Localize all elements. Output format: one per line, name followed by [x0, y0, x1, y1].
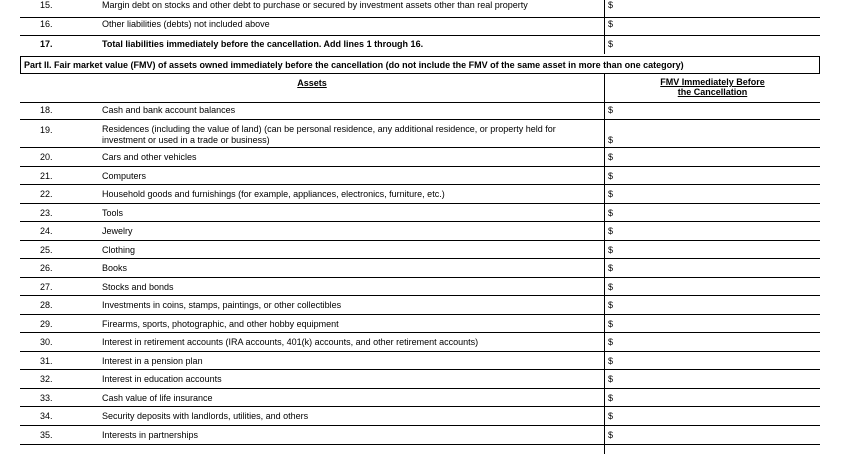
form-section [20, 0, 820, 454]
dollar-sign: $ [608, 245, 614, 255]
asset-row-partial [20, 445, 820, 454]
dollar-sign: $ [608, 374, 614, 384]
amount-field[interactable] [604, 370, 820, 388]
asset-row [20, 352, 820, 370]
line-row [20, 36, 820, 54]
amount-field[interactable] [604, 445, 820, 454]
line-description: Interest in a pension plan [102, 356, 203, 366]
line-number: 27. [40, 282, 53, 292]
line-number: 26. [40, 263, 53, 273]
dollar-sign: $ [608, 430, 614, 440]
line-description: Jewelry [102, 226, 133, 236]
line-number: 28. [40, 300, 53, 310]
dollar-sign: $ [608, 189, 614, 199]
amount-field[interactable] [604, 259, 820, 277]
line-description: Margin debt on stocks and other debt to purchase or secured by investment assets other than real property [102, 0, 528, 10]
dollar-sign: $ [608, 300, 614, 310]
column-header-assets-label: Assets [297, 78, 327, 88]
asset-row [20, 167, 820, 185]
line-number: 22. [40, 189, 53, 199]
line-description: Tools [102, 208, 124, 218]
amount-field[interactable] [604, 352, 820, 369]
line-number: 19. [40, 125, 53, 135]
column-header-fmv [604, 74, 820, 102]
dollar-sign: $ [608, 263, 614, 273]
amount-field[interactable] [604, 407, 820, 425]
dollar-sign: $ [608, 105, 614, 115]
line-number: 17. [40, 39, 53, 49]
line-number: 31. [40, 356, 53, 366]
line-number: 21. [40, 171, 53, 181]
line-description: Stocks and bonds [102, 282, 174, 292]
line-number: 23. [40, 208, 53, 218]
line-description: Investments in coins, stamps, paintings, or other collectibles [102, 300, 342, 310]
amount-field[interactable] [604, 296, 820, 314]
amount-field[interactable] [604, 204, 820, 221]
amount-field[interactable] [604, 241, 820, 258]
line-number: 33. [40, 393, 53, 403]
line-row [20, 0, 820, 18]
asset-row [20, 426, 820, 445]
line-description: Total liabilities immediately before the cancellation. Add lines 1 through 16. [102, 39, 424, 49]
amount-field[interactable] [604, 185, 820, 203]
line-description: Books [102, 263, 128, 273]
line-description: Firearms, sports, photographic, and other hobby equipment [102, 319, 339, 329]
asset-row [20, 407, 820, 426]
line-description: Computers [102, 171, 147, 181]
asset-row [20, 259, 820, 278]
amount-field[interactable] [604, 18, 820, 35]
line-description: Clothing [102, 245, 136, 255]
amount-field[interactable] [604, 278, 820, 295]
dollar-sign: $ [608, 356, 614, 366]
dollar-sign: $ [608, 393, 614, 403]
dollar-sign: $ [608, 282, 614, 292]
line-number: 24. [40, 226, 53, 236]
asset-row [20, 370, 820, 389]
line-description: Household goods and furnishings (for example, appliances, electronics, furniture, etc.) [102, 189, 445, 199]
amount-field[interactable] [604, 333, 820, 351]
amount-field[interactable] [604, 222, 820, 240]
line-number: 30. [40, 337, 53, 347]
line-row [20, 18, 820, 36]
asset-row [20, 389, 820, 407]
asset-row [20, 185, 820, 204]
asset-row [20, 204, 820, 222]
asset-row [20, 222, 820, 241]
amount-field[interactable] [604, 148, 820, 166]
line-description: Other liabilities (debts) not included above [102, 19, 270, 29]
line-description: Residences (including the value of land) (can be personal residence, any additional residence, or property held for investment or used in a trade or business) [102, 124, 556, 145]
amount-field[interactable] [604, 389, 820, 406]
line-number: 35. [40, 430, 53, 440]
line-description: Interest in education accounts [102, 374, 222, 384]
line-number: 20. [40, 152, 53, 162]
line-description: Cash and bank account balances [102, 105, 236, 115]
line-description: Security deposits with landlords, utilities, and others [102, 411, 309, 421]
line-number: 29. [40, 319, 53, 329]
line-description: Cash value of life insurance [102, 393, 213, 403]
line-description: Cars and other vehicles [102, 152, 197, 162]
dollar-sign: $ [608, 208, 614, 218]
dollar-sign: $ [608, 226, 614, 236]
dollar-sign: $ [608, 39, 614, 49]
dollar-sign: $ [608, 19, 614, 29]
asset-row [20, 120, 820, 148]
line-number: 18. [40, 105, 53, 115]
column-header-fmv-line2: the Cancellation [677, 87, 748, 97]
line-description: Interest in retirement accounts (IRA accounts, 401(k) accounts, and other retirement accounts) [102, 337, 479, 347]
amount-field[interactable] [604, 167, 820, 184]
amount-field[interactable] [604, 102, 820, 119]
amount-field[interactable] [604, 426, 820, 444]
line-number: 34. [40, 411, 53, 421]
line-number: 32. [40, 374, 53, 384]
amount-field[interactable] [604, 120, 820, 147]
column-header-fmv-line1: FMV Immediately Before [660, 77, 765, 87]
amount-field[interactable] [604, 0, 820, 17]
dollar-sign: $ [608, 152, 614, 162]
dollar-sign: $ [608, 411, 614, 421]
dollar-sign: $ [608, 135, 614, 145]
asset-row [20, 241, 820, 259]
asset-row [20, 278, 820, 296]
asset-row [20, 296, 820, 315]
line-number: 15. [40, 0, 53, 10]
dollar-sign: $ [608, 337, 614, 347]
asset-row [20, 315, 820, 333]
column-header-assets [20, 74, 604, 102]
line-number: 16. [40, 19, 53, 29]
asset-row [20, 148, 820, 167]
line-number: 25. [40, 245, 53, 255]
part-title: Part II. Fair market value (FMV) of assets owned immediately before the cancellation (do not include the FMV of the same asset in more than one category) [20, 56, 820, 74]
dollar-sign: $ [608, 319, 614, 329]
amount-field[interactable] [604, 315, 820, 332]
line-description: Interests in partnerships [102, 430, 199, 440]
asset-row [20, 333, 820, 352]
dollar-sign: $ [608, 0, 614, 10]
dollar-sign: $ [608, 171, 614, 181]
asset-row [20, 102, 820, 120]
amount-field[interactable] [604, 36, 820, 54]
